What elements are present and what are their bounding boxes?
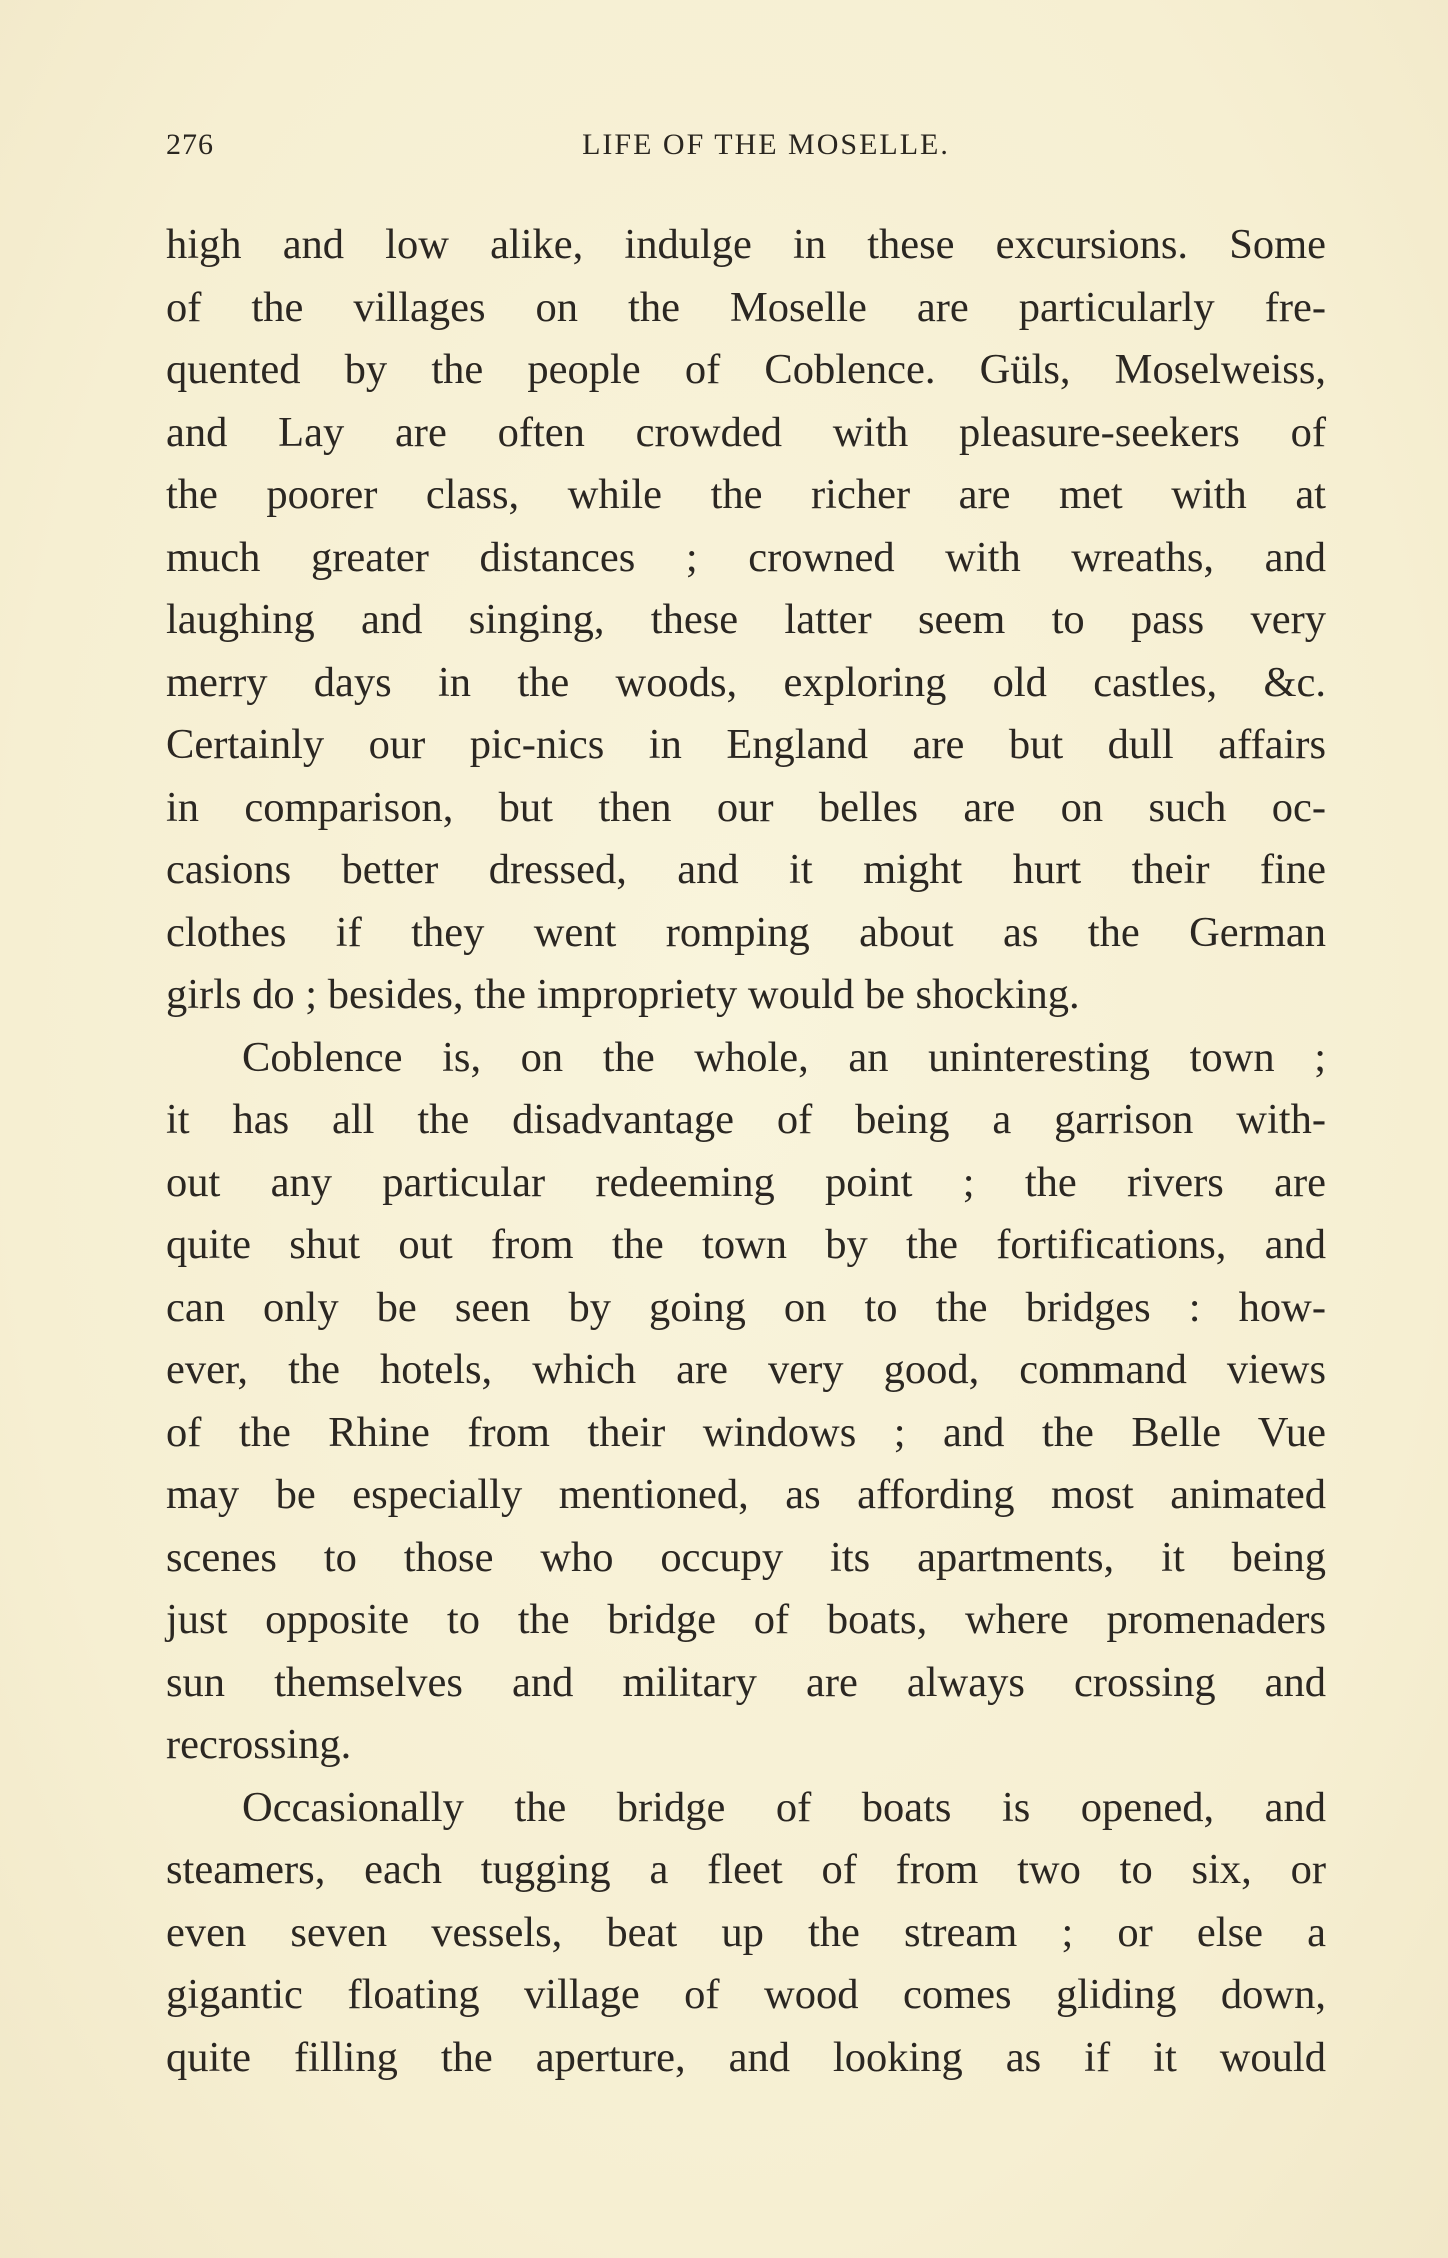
text-line: casions better dressed, and it might hurt their fine (166, 846, 1326, 893)
text-line: sun themselves and military are always crossing and (166, 1658, 1326, 1706)
text-line: laughing and singing, these latter seem to pass very (166, 596, 1326, 643)
text-line: quented by the people of Coblence. Güls, Moselweiss, (166, 346, 1326, 393)
text-line: much greater distances ; crowned with wreaths, and (166, 533, 1326, 581)
text-line: of the Rhine from their windows ; and the Belle Vue (166, 1408, 1326, 1456)
page-number: 276 (166, 128, 214, 161)
paragraph-start-line: Coblence is, on the whole, an uninteresting town ; (242, 1033, 1326, 1081)
text-line: may be especially mentioned, as affording most animated (166, 1471, 1326, 1518)
text-line: merry days in the woods, exploring old castles, &c. (166, 658, 1326, 706)
text-line: high and low alike, indulge in these excursions. Some (166, 221, 1326, 268)
text-line: out any particular redeeming point ; the rivers are (166, 1158, 1326, 1206)
text-line: quite shut out from the town by the fortifications, and (166, 1221, 1326, 1268)
text-line: in comparison, but then our belles are on such oc- (166, 783, 1326, 831)
paragraph-start-line: Occasionally the bridge of boats is opened, and (242, 1783, 1326, 1831)
running-title: LIFE OF THE MOSELLE. (582, 128, 950, 161)
text-line: ever, the hotels, which are very good, command views (166, 1346, 1326, 1393)
text-line: the poorer class, while the richer are met with at (166, 471, 1326, 518)
text-line: can only be seen by going on to the bridges : how- (166, 1283, 1326, 1331)
text-line: and Lay are often crowded with pleasure-seekers of (166, 408, 1326, 456)
text-line: of the villages on the Moselle are particularly fre- (166, 283, 1326, 331)
text-line: girls do ; besides, the impropriety would be shocking. (166, 971, 1080, 1018)
text-line: quite filling the aperture, and looking as if it would (166, 2033, 1326, 2081)
body-text (166, 214, 1326, 2089)
text-line: it has all the disadvantage of being a garrison with- (166, 1096, 1326, 1143)
text-line: scenes to those who occupy its apartments, it being (166, 1533, 1326, 1581)
page-header (166, 128, 1326, 168)
text-line: Certainly our pic-nics in England are but dull affairs (166, 721, 1326, 768)
text-line: clothes if they went romping about as the German (166, 908, 1326, 956)
text-line: just opposite to the bridge of boats, where promenaders (166, 1596, 1326, 1643)
text-line: even seven vessels, beat up the stream ; or else a (166, 1908, 1326, 1956)
text-line: recrossing. (166, 1721, 352, 1768)
text-line: gigantic floating village of wood comes gliding down, (166, 1971, 1326, 2018)
text-line: steamers, each tugging a fleet of from two to six, or (166, 1846, 1326, 1893)
